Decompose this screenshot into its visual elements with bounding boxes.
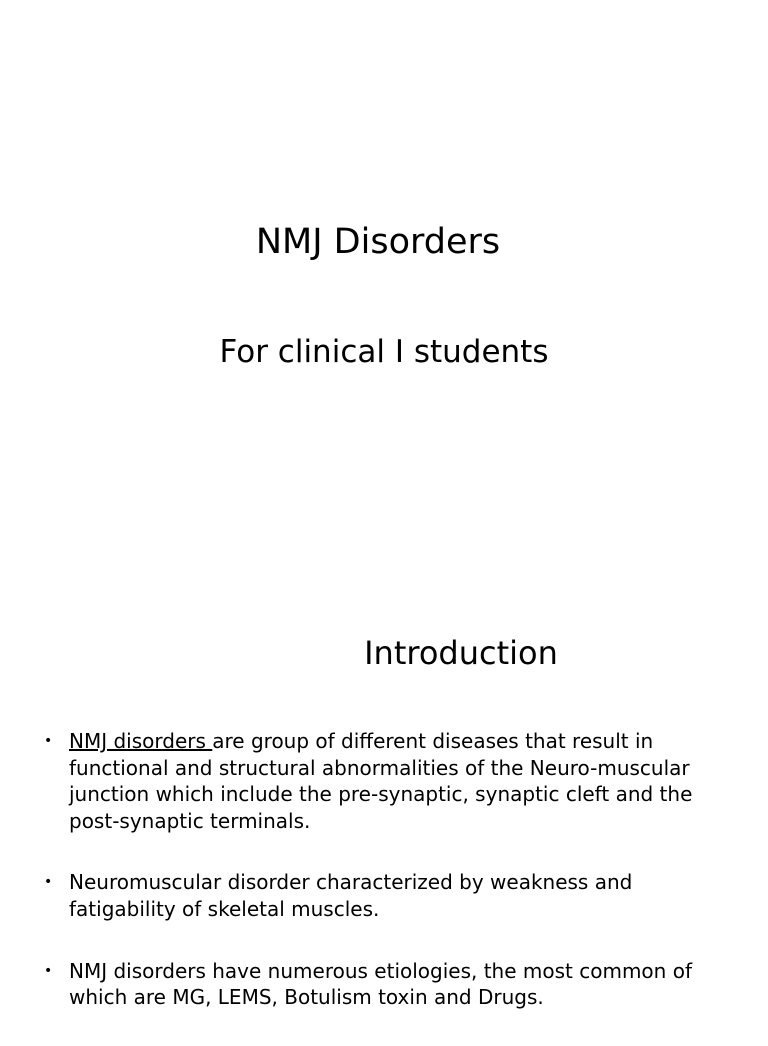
bullet-icon: •: [44, 733, 53, 749]
bullet-item: [44, 869, 734, 922]
slide-subtitle: For clinical I students: [219, 334, 549, 370]
bullet-icon: •: [44, 874, 53, 891]
bullet-item: [44, 958, 734, 1011]
underlined-term: NMJ disorders: [69, 729, 213, 753]
bullet-text: NMJ disorders have numerous etiologies, the most common of which are MG, LEMS, Botulism toxin and Drugs.: [69, 958, 692, 1010]
bullet-text: are group of different diseases that result in functional and structural abnormalities of the Neuro-muscular junction which include the pre-synaptic, synaptic cleft and the post-synaptic terminals.: [69, 729, 693, 833]
bullet-list: [44, 728, 734, 1046]
slide-title: NMJ Disorders: [255, 222, 501, 262]
bullet-text: Neuromuscular disorder characterized by weakness and fatigability of skeletal muscles.: [69, 870, 633, 921]
introduction-slide: [0, 576, 768, 1024]
bullet-item: [44, 728, 734, 834]
slide-title: Introduction: [364, 634, 558, 672]
bullet-icon: •: [44, 962, 53, 979]
